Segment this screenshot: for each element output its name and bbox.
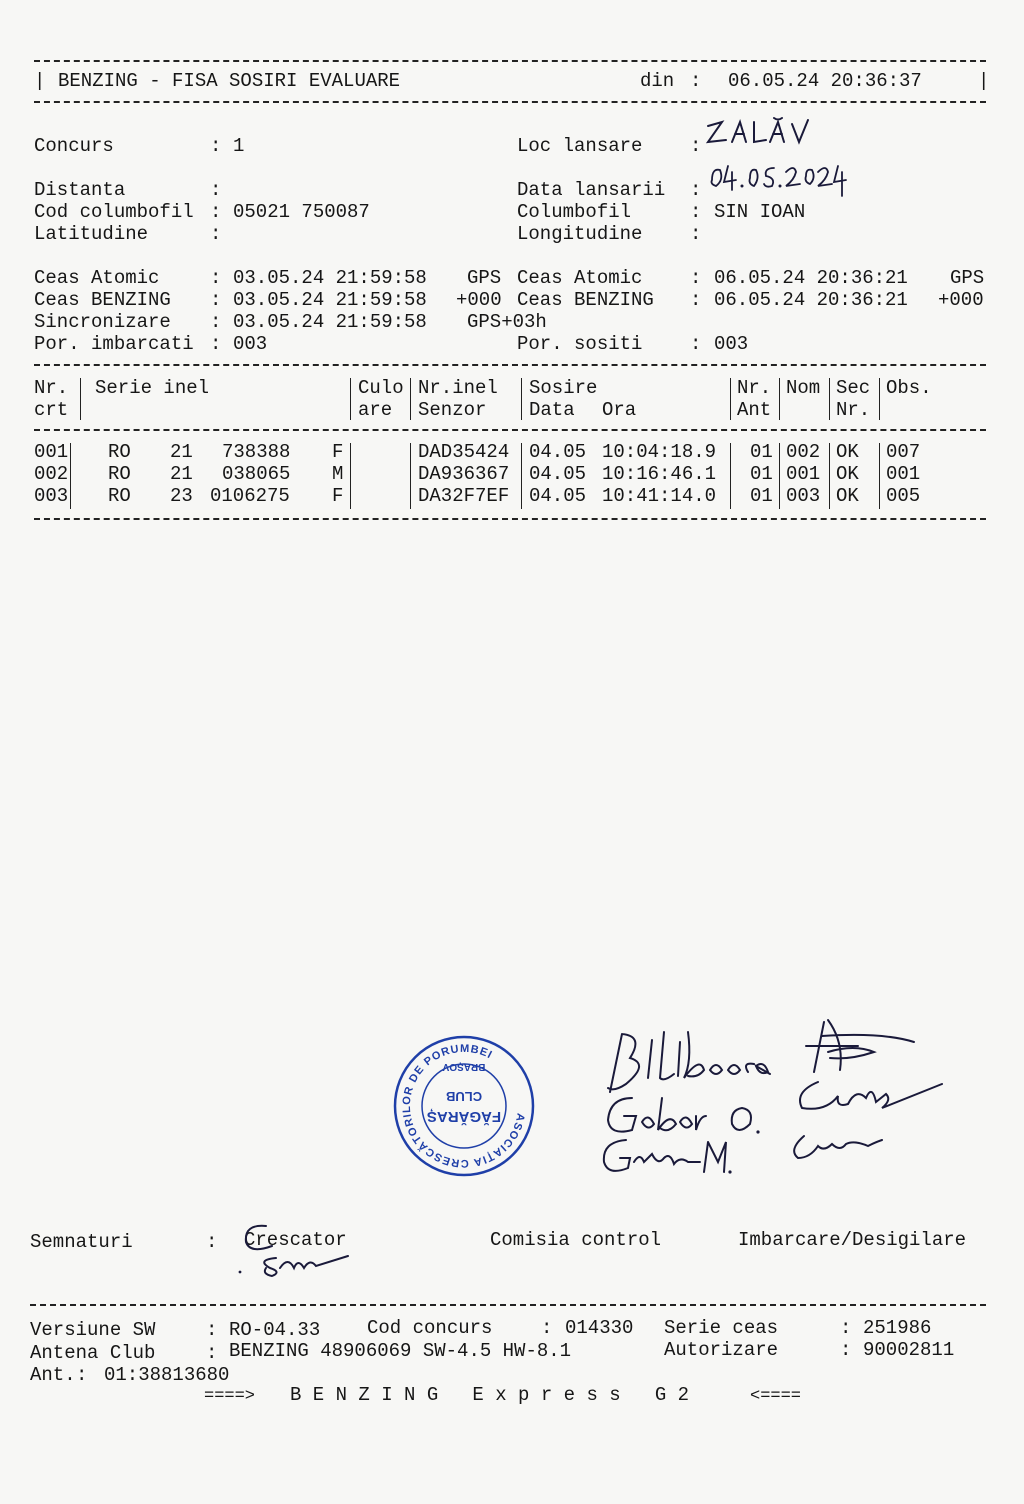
stamp-outer-text: ASOCIAȚIA CRESCĂTORILOR DE PORUMBEI [400,1042,527,1170]
report-title: BENZING - FISA SOSIRI EVALUARE [58,70,401,92]
header-right-bar: | [978,70,990,92]
col-header-culoare-1: Culo [358,377,404,399]
cell-nr: 003 [34,485,69,507]
autorizare-label: Autorizare [664,1339,779,1361]
por-imbarcati-value: 003 [233,333,268,355]
separator-table-header [34,429,986,431]
cell-data: 04.05 [529,463,587,485]
left-ceas-benzing-value: 03.05.24 21:59:58 [233,289,427,311]
cell-inel: 038065 [222,463,291,485]
right-ceas-atomic-suffix: GPS [950,267,985,289]
left-ceas-benzing-suffix: +000 [456,289,502,311]
antena-club-value: BENZING 48906069 SW-4.5 HW-8.1 [229,1340,572,1362]
distanta-label: Distanta [34,179,126,201]
concurs-label: Concurs [34,135,114,157]
right-ceas-benzing-suffix: +000 [938,289,984,311]
cell-an: 21 [170,463,193,485]
crescator-label: Crescator [244,1229,347,1251]
cell-nom: 002 [786,441,821,463]
concurs-value: 1 [233,135,245,157]
col-header-nr: Nr. [34,377,69,399]
col-header-crt: crt [34,399,69,421]
col-divider [779,378,780,420]
cod-columbofil-value: 05021 750087 [233,201,370,223]
club-stamp [392,1034,536,1183]
imbarcare-label: Imbarcare/Desigilare [738,1229,967,1251]
cod-columbofil-colon: : [210,201,222,223]
sincronizare-suffix: GPS+03h [467,311,547,333]
right-colon: : [690,289,702,311]
col-divider [80,378,81,420]
stamp-line-1: FĂGĂRAȘ [426,1108,502,1125]
cell-an: 21 [170,441,193,463]
left-ceas-benzing-label: Ceas BENZING [34,289,171,311]
loc-lansare-colon: : [690,135,702,157]
col-divider [350,378,351,420]
concurs-colon: : [210,135,222,157]
left-colon: : [210,267,222,289]
semnaturi-label: Semnaturi [30,1231,133,1253]
right-ceas-atomic-value: 06.05.24 20:36:21 [714,267,908,289]
report-date-value: 06.05.24 20:36:37 [728,70,922,92]
col-header-sec-nr: Nr. [836,399,871,421]
brand-arrow-right: <==== [750,1387,802,1406]
col-divider [410,443,411,509]
cell-tara: RO [108,463,131,485]
cell-senzor: DA32F7EF [418,485,510,507]
por-imbarcati-label: Por. imbarcati [34,333,194,355]
sincronizare-label: Sincronizare [34,311,171,333]
col-header-ant: Ant [737,399,772,421]
columbofil-colon: : [690,201,702,223]
antena-club-colon: : [206,1342,218,1364]
data-lansarii-handwritten [708,158,848,203]
cell-obs: 007 [886,441,921,463]
cell-senzor: DAD35424 [418,441,510,463]
cell-obs: 005 [886,485,921,507]
cell-tara: RO [108,485,131,507]
commission-signatures [592,1012,952,1197]
col-divider [829,443,830,509]
cell-sec: OK [836,441,859,463]
cell-inel: 738388 [222,441,291,463]
left-colon: : [210,311,222,333]
versiune-sw-value: RO-04.33 [229,1319,321,1341]
cell-ora: 10:16:46.1 [602,463,717,485]
versiune-sw-label: Versiune SW [30,1319,156,1341]
data-lansarii-colon: : [690,179,702,201]
cell-nr: 001 [34,441,69,463]
col-divider [730,443,731,509]
col-header-ora: Ora [602,399,637,421]
left-colon: : [210,289,222,311]
cell-nom: 001 [786,463,821,485]
brand-line: B E N Z I N G E x p r e s s G 2 [290,1384,690,1406]
cell-sex: F [332,441,344,463]
right-colon: : [690,267,702,289]
stamp-top-text: BRAȘOV [442,1061,486,1072]
por-sositi-value: 003 [714,333,749,355]
separator-table-bottom [34,518,986,520]
col-divider [879,443,880,509]
cell-sec: OK [836,463,859,485]
versiune-sw-colon: : [206,1319,218,1341]
cell-data: 04.05 [529,485,587,507]
col-header-obs: Obs. [886,377,932,399]
sincronizare-value: 03.05.24 21:59:58 [233,311,427,333]
cell-nom: 003 [786,485,821,507]
serie-ceas-value: 251986 [863,1317,932,1339]
serie-ceas-colon: : [840,1317,852,1339]
col-header-data: Data [529,399,575,421]
col-divider [70,443,71,509]
separator-table-top [34,364,986,366]
right-ceas-benzing-label: Ceas BENZING [517,289,654,311]
longitudine-colon: : [690,223,702,245]
cell-senzor: DA936367 [418,463,510,485]
cell-inel: 0106275 [210,485,290,507]
brand-arrow-left: ====> [204,1387,256,1406]
col-header-serie: Serie inel [95,377,210,399]
cod-concurs-colon: : [541,1317,553,1339]
distanta-colon: : [210,179,222,201]
data-lansarii-label: Data lansarii [517,179,666,201]
col-divider [350,443,351,509]
col-divider [730,378,731,420]
cell-an: 23 [170,485,193,507]
left-ceas-atomic-label: Ceas Atomic [34,267,160,289]
left-colon: : [210,333,222,355]
longitudine-label: Longitudine [517,223,643,245]
columbofil-value: SIN IOAN [714,201,806,223]
cell-sex: M [332,463,344,485]
left-ceas-atomic-value: 03.05.24 21:59:58 [233,267,427,289]
report-date-colon: : [690,70,702,92]
autorizare-value: 90002811 [863,1339,955,1361]
col-header-nom: Nom [786,377,821,399]
right-colon: : [690,333,702,355]
cell-tara: RO [108,441,131,463]
cell-ant: 01 [750,441,773,463]
latitudine-colon: : [210,223,222,245]
crescator-signature [236,1220,366,1285]
col-header-sec: Sec [836,377,871,399]
cod-concurs-value: 014330 [565,1317,634,1339]
cod-columbofil-label: Cod columbofil [34,201,194,223]
header-left-bar: | [34,70,46,92]
left-ceas-atomic-suffix: GPS [467,267,502,289]
ant-value: 01:38813680 [104,1364,230,1386]
por-sositi-label: Por. sositi [517,333,643,355]
col-header-culoare-2: are [358,399,393,421]
ant-label: Ant. [30,1364,76,1386]
col-divider [521,378,522,420]
col-divider [779,443,780,509]
loc-lansare-label: Loc lansare [517,135,643,157]
col-divider [410,378,411,420]
latitudine-label: Latitudine [34,223,149,245]
antena-club-label: Antena Club [30,1342,156,1364]
cell-ora: 10:41:14.0 [602,485,717,507]
right-ceas-benzing-value: 06.05.24 20:36:21 [714,289,908,311]
report-date-label: din [640,70,675,92]
cell-nr: 002 [34,463,69,485]
cell-data: 04.05 [529,441,587,463]
separator-top [34,60,986,62]
col-divider [879,378,880,420]
stamp-line-2: CLUB [445,1089,483,1104]
right-ceas-atomic-label: Ceas Atomic [517,267,643,289]
cod-concurs-label: Cod concurs [367,1317,493,1339]
loc-lansare-handwritten [704,112,824,157]
serie-ceas-label: Serie ceas [664,1317,779,1339]
cell-ant: 01 [750,463,773,485]
separator-header [34,101,986,103]
col-header-nr-inel: Nr.inel [418,377,498,399]
cell-ant: 01 [750,485,773,507]
col-divider [829,378,830,420]
col-header-senzor: Senzor [418,399,487,421]
separator-footer [30,1304,986,1306]
cell-sec: OK [836,485,859,507]
cell-obs: 001 [886,463,921,485]
cell-sex: F [332,485,344,507]
col-divider [521,443,522,509]
cell-ora: 10:04:18.9 [602,441,717,463]
col-header-nr-ant: Nr. [737,377,772,399]
col-header-sosire: Sosire [529,377,598,399]
semnaturi-colon: : [206,1231,218,1253]
comisia-label: Comisia control [490,1229,662,1251]
ant-colon: : [76,1364,88,1386]
autorizare-colon: : [840,1339,852,1361]
columbofil-label: Columbofil [517,201,632,223]
